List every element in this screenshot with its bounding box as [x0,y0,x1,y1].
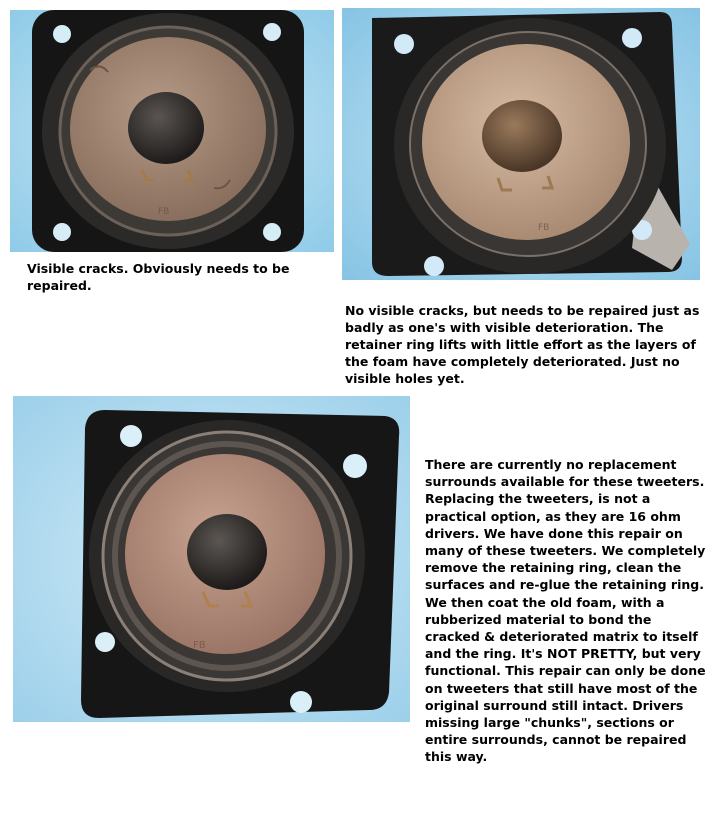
speaker-marking-2: FB [538,223,550,233]
speaker-image-no-cracks [342,8,700,280]
speaker-image-repaired [13,396,410,722]
speaker-photo-no-cracks [342,8,700,280]
speaker-marking-1: FB [158,207,170,217]
speaker-photo-cracked [10,10,334,252]
caption-repair-description: There are currently no replacement surrounds available for these tweeters. Replacing the tweeters, is not a practical option, as they are 16 ohm drivers. We have done this repair on many of these tweeters. We completely remove the retaining ring, clean the surfaces and re-glue the retaining ring. We then coat the old foam, with a rubberized material to bond the cracked & deteriorated matrix to itself and the ring. It's NOT PRETTY, but very functional. This repair can only be done on tweeters that still have most of the original surround still intact. Drivers missing large "chunks", sections or entire surrounds, cannot be repaired this way. [425,457,706,765]
caption-visible-cracks: Visible cracks. Obviously needs to be repaired. [27,261,290,293]
caption-no-visible-cracks: No visible cracks, but needs to be repaired just as badly as one's with visible deterioration. The retainer ring lifts with little effort as the layers of the foam have completely deteriorated. Just no visible holes yet. [345,303,700,386]
speaker-marking-3: FB [193,640,206,651]
speaker-image-cracked [10,10,334,252]
speaker-photo-repaired [13,396,410,722]
